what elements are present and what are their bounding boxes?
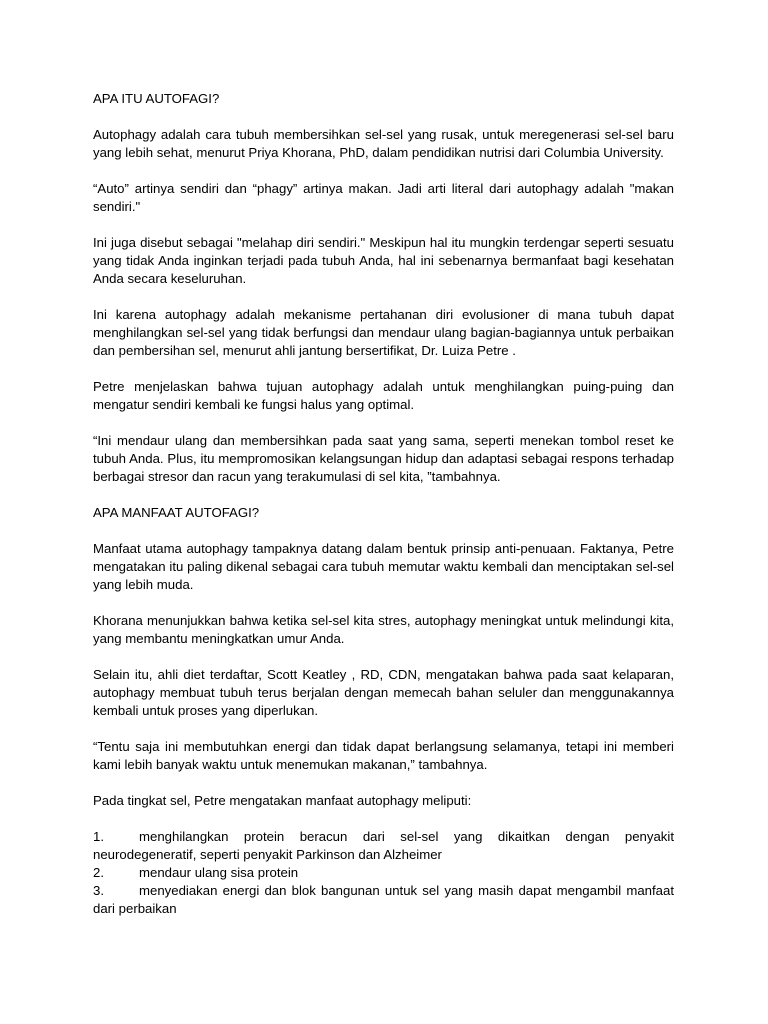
list-item [93,864,674,882]
section-heading-benefits: APA MANFAAT AUTOFAGI? [93,505,260,520]
paragraph: Pada tingkat sel, Petre mengatakan manfaat autophagy meliputi: [93,793,472,808]
paragraph: Autophagy adalah cara tubuh membersihkan sel-sel yang rusak, untuk meregenerasi sel-sel baru yang lebih sehat, menurut Priya Khorana, PhD, dalam pendidikan nutrisi dari Columbia University. [93,127,674,160]
list-item [93,828,674,864]
paragraph: Petre menjelaskan bahwa tujuan autophagy adalah untuk menghilangkan puing-puing dan mengatur sendiri kembali ke fungsi halus yang optimal. [93,379,674,412]
paragraph: “Tentu saja ini membutuhkan energi dan tidak dapat berlangsung selamanya, tetapi ini memberi kami lebih banyak waktu untuk menemukan makanan,” tambahnya. [93,739,674,772]
paragraph: “Ini mendaur ulang dan membersihkan pada saat yang sama, seperti menekan tombol reset ke tubuh Anda. Plus, itu mempromosikan kelangsungan hidup dan adaptasi sebagai respons terhadap berbagai stresor dan racun yang terakumulasi di sel kita, ”tambahnya. [93,433,674,484]
list-item-text: mendaur ulang sisa protein [139,865,299,880]
paragraph: Manfaat utama autophagy tampaknya datang dalam bentuk prinsip anti-penuaan. Faktanya, Petre mengatakan itu paling dikenal sebagai cara tubuh memutar waktu kembali dan menciptakan sel-sel yang lebih muda. [93,541,674,592]
list-item [93,882,674,918]
list-number: 3. [93,883,104,898]
paragraph: Khorana menunjukkan bahwa ketika sel-sel kita stres, autophagy meningkat untuk melindungi kita, yang membantu meningkatkan umur Anda. [93,613,674,646]
paragraph: Selain itu, ahli diet terdaftar, Scott Keatley , RD, CDN, mengatakan bahwa pada saat kelaparan, autophagy membuat tubuh terus berjalan dengan memecah bahan seluler dan menggunakannya kembali untuk proses yang diperlukan. [93,667,674,718]
list-item-text: menyediakan energi dan blok bangunan untuk sel yang masih dapat mengambil manfaat dari perbaikan [93,883,674,916]
list-number: 1. [93,829,104,844]
paragraph: Ini juga disebut sebagai "melahap diri sendiri." Meskipun hal itu mungkin terdengar seperti sesuatu yang tidak Anda inginkan terjadi pada tubuh Anda, hal ini sebenarnya bermanfaat bagi kesehatan Anda secara keseluruhan. [93,235,674,286]
paragraph: “Auto” artinya sendiri dan “phagy” artinya makan. Jadi arti literal dari autophagy adalah "makan sendiri." [93,181,674,214]
list-item-text: menghilangkan protein beracun dari sel-sel yang dikaitkan dengan penyakit neurodegeneratif, seperti penyakit Parkinson dan Alzheimer [93,829,674,862]
list-number: 2. [93,865,104,880]
benefits-list [93,828,674,918]
document-body [93,90,674,918]
section-heading-what-is-autophagy: APA ITU AUTOFAGI? [93,91,220,106]
paragraph: Ini karena autophagy adalah mekanisme pertahanan diri evolusioner di mana tubuh dapat menghilangkan sel-sel yang tidak berfungsi dan mendaur ulang bagian-bagiannya untuk perbaikan dan pembersihan sel, menurut ahli jantung bersertifikat, Dr. Luiza Petre . [93,307,674,358]
